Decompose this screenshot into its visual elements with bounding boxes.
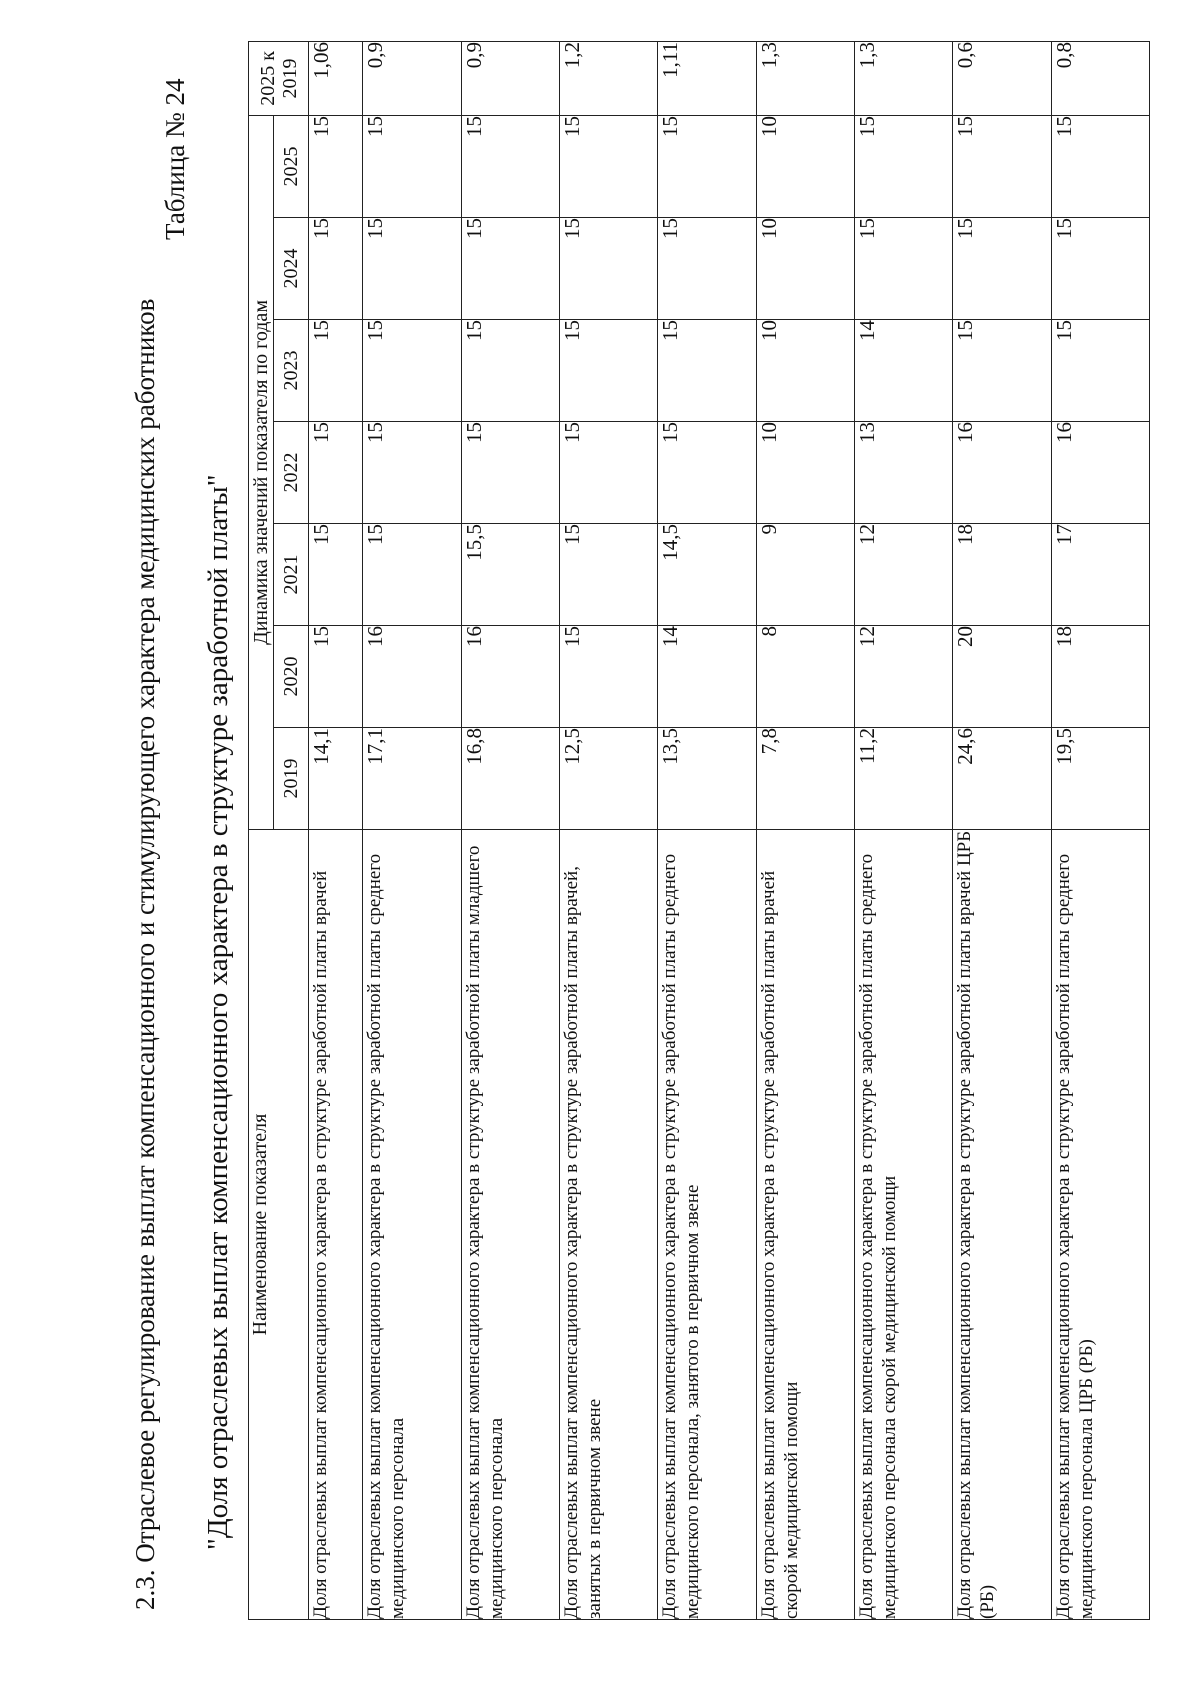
year-header: 2019 — [274, 728, 309, 830]
value-cell-2020: 16 — [461, 626, 559, 728]
value-cell-2021: 12 — [854, 524, 952, 626]
ratio-cell: 0,6 — [953, 41, 1051, 115]
value-cell-2020: 14 — [658, 626, 756, 728]
ratio-cell: 0,9 — [363, 41, 461, 115]
indicator-table — [248, 41, 1150, 1620]
year-header: 2023 — [274, 320, 309, 422]
value-cell-2021: 14,5 — [658, 524, 756, 626]
value-cell-2024: 15 — [658, 218, 756, 320]
value-cell-2024: 10 — [756, 218, 854, 320]
ratio-cell: 0,8 — [1051, 41, 1149, 115]
value-cell-2022: 15 — [560, 422, 658, 524]
value-cell-2022: 16 — [1051, 422, 1149, 524]
value-cell-2025: 10 — [756, 115, 854, 217]
value-cell-2019: 13,5 — [658, 728, 756, 830]
value-cell-2025: 15 — [363, 115, 461, 217]
indicator-name: Доля отраслевых выплат компенсационного характера в структуре заработной платы младшего медицинского персонала — [461, 830, 559, 1620]
value-cell-2021: 9 — [756, 524, 854, 626]
ratio-cell: 0,9 — [461, 41, 559, 115]
table-row — [756, 41, 854, 1619]
value-cell-2019: 16,8 — [461, 728, 559, 830]
value-cell-2020: 20 — [953, 626, 1051, 728]
table-row — [309, 41, 363, 1619]
value-cell-2020: 8 — [756, 626, 854, 728]
value-cell-2023: 15 — [1051, 320, 1149, 422]
ratio-cell: 1,2 — [560, 41, 658, 115]
value-cell-2025: 15 — [309, 115, 363, 217]
value-cell-2020: 12 — [854, 626, 952, 728]
value-cell-2021: 17 — [1051, 524, 1149, 626]
year-header: 2024 — [274, 218, 309, 320]
value-cell-2022: 16 — [953, 422, 1051, 524]
value-cell-2025: 15 — [658, 115, 756, 217]
value-cell-2022: 15 — [461, 422, 559, 524]
ratio-header-line2: 2019 — [278, 58, 301, 99]
value-cell-2024: 15 — [309, 218, 363, 320]
year-header: 2025 — [274, 115, 309, 217]
column-header-ratio — [249, 41, 309, 115]
value-cell-2022: 10 — [756, 422, 854, 524]
ratio-cell: 1,11 — [658, 41, 756, 115]
value-cell-2024: 15 — [953, 218, 1051, 320]
section-heading: 2.3. Отраслевое регулирование выплат компенсационного и стимулирующего характера медицинских работников — [130, 298, 160, 1610]
value-cell-2019: 7,8 — [756, 728, 854, 830]
year-header: 2021 — [274, 524, 309, 626]
ratio-cell: 1,3 — [854, 41, 952, 115]
value-cell-2023: 14 — [854, 320, 952, 422]
value-cell-2019: 14,1 — [309, 728, 363, 830]
rotated-page — [100, 41, 1180, 1620]
table-subtitle: "Доля отраслевых выплат компенсационного характера в структуре заработной платы" — [202, 474, 234, 1550]
value-cell-2023: 15 — [363, 320, 461, 422]
table-row — [1051, 41, 1149, 1619]
value-cell-2024: 15 — [461, 218, 559, 320]
value-cell-2023: 15 — [560, 320, 658, 422]
value-cell-2022: 15 — [363, 422, 461, 524]
table-row — [854, 41, 952, 1619]
year-header: 2020 — [274, 626, 309, 728]
table-row — [658, 41, 756, 1619]
value-cell-2020: 18 — [1051, 626, 1149, 728]
column-header-name: Наименование показателя — [249, 830, 309, 1620]
value-cell-2020: 15 — [309, 626, 363, 728]
value-cell-2021: 15 — [309, 524, 363, 626]
value-cell-2021: 15,5 — [461, 524, 559, 626]
ratio-cell: 1,06 — [309, 41, 363, 115]
indicator-name: Доля отраслевых выплат компенсационного характера в структуре заработной платы врачей, занятых в первичном звене — [560, 830, 658, 1620]
value-cell-2021: 15 — [363, 524, 461, 626]
value-cell-2023: 10 — [756, 320, 854, 422]
value-cell-2021: 18 — [953, 524, 1051, 626]
ratio-cell: 1,3 — [756, 41, 854, 115]
table-row — [953, 41, 1051, 1619]
value-cell-2019: 11,2 — [854, 728, 952, 830]
header-row-top — [249, 41, 274, 1619]
column-header-dynamics: Динамика значений показателя по годам — [249, 115, 274, 829]
value-cell-2024: 15 — [560, 218, 658, 320]
value-cell-2024: 15 — [854, 218, 952, 320]
value-cell-2023: 15 — [309, 320, 363, 422]
table-row — [363, 41, 461, 1619]
value-cell-2025: 15 — [953, 115, 1051, 217]
value-cell-2019: 24,6 — [953, 728, 1051, 830]
table-body — [309, 41, 1150, 1619]
indicator-name: Доля отраслевых выплат компенсационного характера в структуре заработной платы врачей скорой медицинской помощи — [756, 830, 854, 1620]
year-header: 2022 — [274, 422, 309, 524]
value-cell-2022: 15 — [658, 422, 756, 524]
value-cell-2023: 15 — [658, 320, 756, 422]
value-cell-2019: 12,5 — [560, 728, 658, 830]
value-cell-2021: 15 — [560, 524, 658, 626]
indicator-name: Доля отраслевых выплат компенсационного характера в структуре заработной платы врачей — [309, 830, 363, 1620]
indicator-name: Доля отраслевых выплат компенсационного характера в структуре заработной платы врачей ЦРБ (РБ) — [953, 830, 1051, 1620]
indicator-name: Доля отраслевых выплат компенсационного характера в структуре заработной платы среднего медицинского персонала, занятого в первичном звене — [658, 830, 756, 1620]
indicator-name: Доля отраслевых выплат компенсационного характера в структуре заработной платы среднего медицинского персонала скорой медицинской помощи — [854, 830, 952, 1620]
table-row — [560, 41, 658, 1619]
value-cell-2025: 15 — [854, 115, 952, 217]
value-cell-2019: 17,1 — [363, 728, 461, 830]
value-cell-2020: 15 — [560, 626, 658, 728]
table-number: Таблица № 24 — [160, 78, 190, 240]
value-cell-2019: 19,5 — [1051, 728, 1149, 830]
value-cell-2022: 15 — [309, 422, 363, 524]
value-cell-2022: 13 — [854, 422, 952, 524]
indicator-name: Доля отраслевых выплат компенсационного характера в структуре заработной платы среднего медицинского персонала ЦРБ (РБ) — [1051, 830, 1149, 1620]
value-cell-2020: 16 — [363, 626, 461, 728]
table-row — [461, 41, 559, 1619]
value-cell-2023: 15 — [461, 320, 559, 422]
value-cell-2025: 15 — [461, 115, 559, 217]
value-cell-2025: 15 — [1051, 115, 1149, 217]
value-cell-2025: 15 — [560, 115, 658, 217]
value-cell-2024: 15 — [1051, 218, 1149, 320]
value-cell-2024: 15 — [363, 218, 461, 320]
ratio-header-line1: 2025 к — [256, 51, 279, 106]
value-cell-2023: 15 — [953, 320, 1051, 422]
indicator-name: Доля отраслевых выплат компенсационного характера в структуре заработной платы среднего медицинского персонала — [363, 830, 461, 1620]
